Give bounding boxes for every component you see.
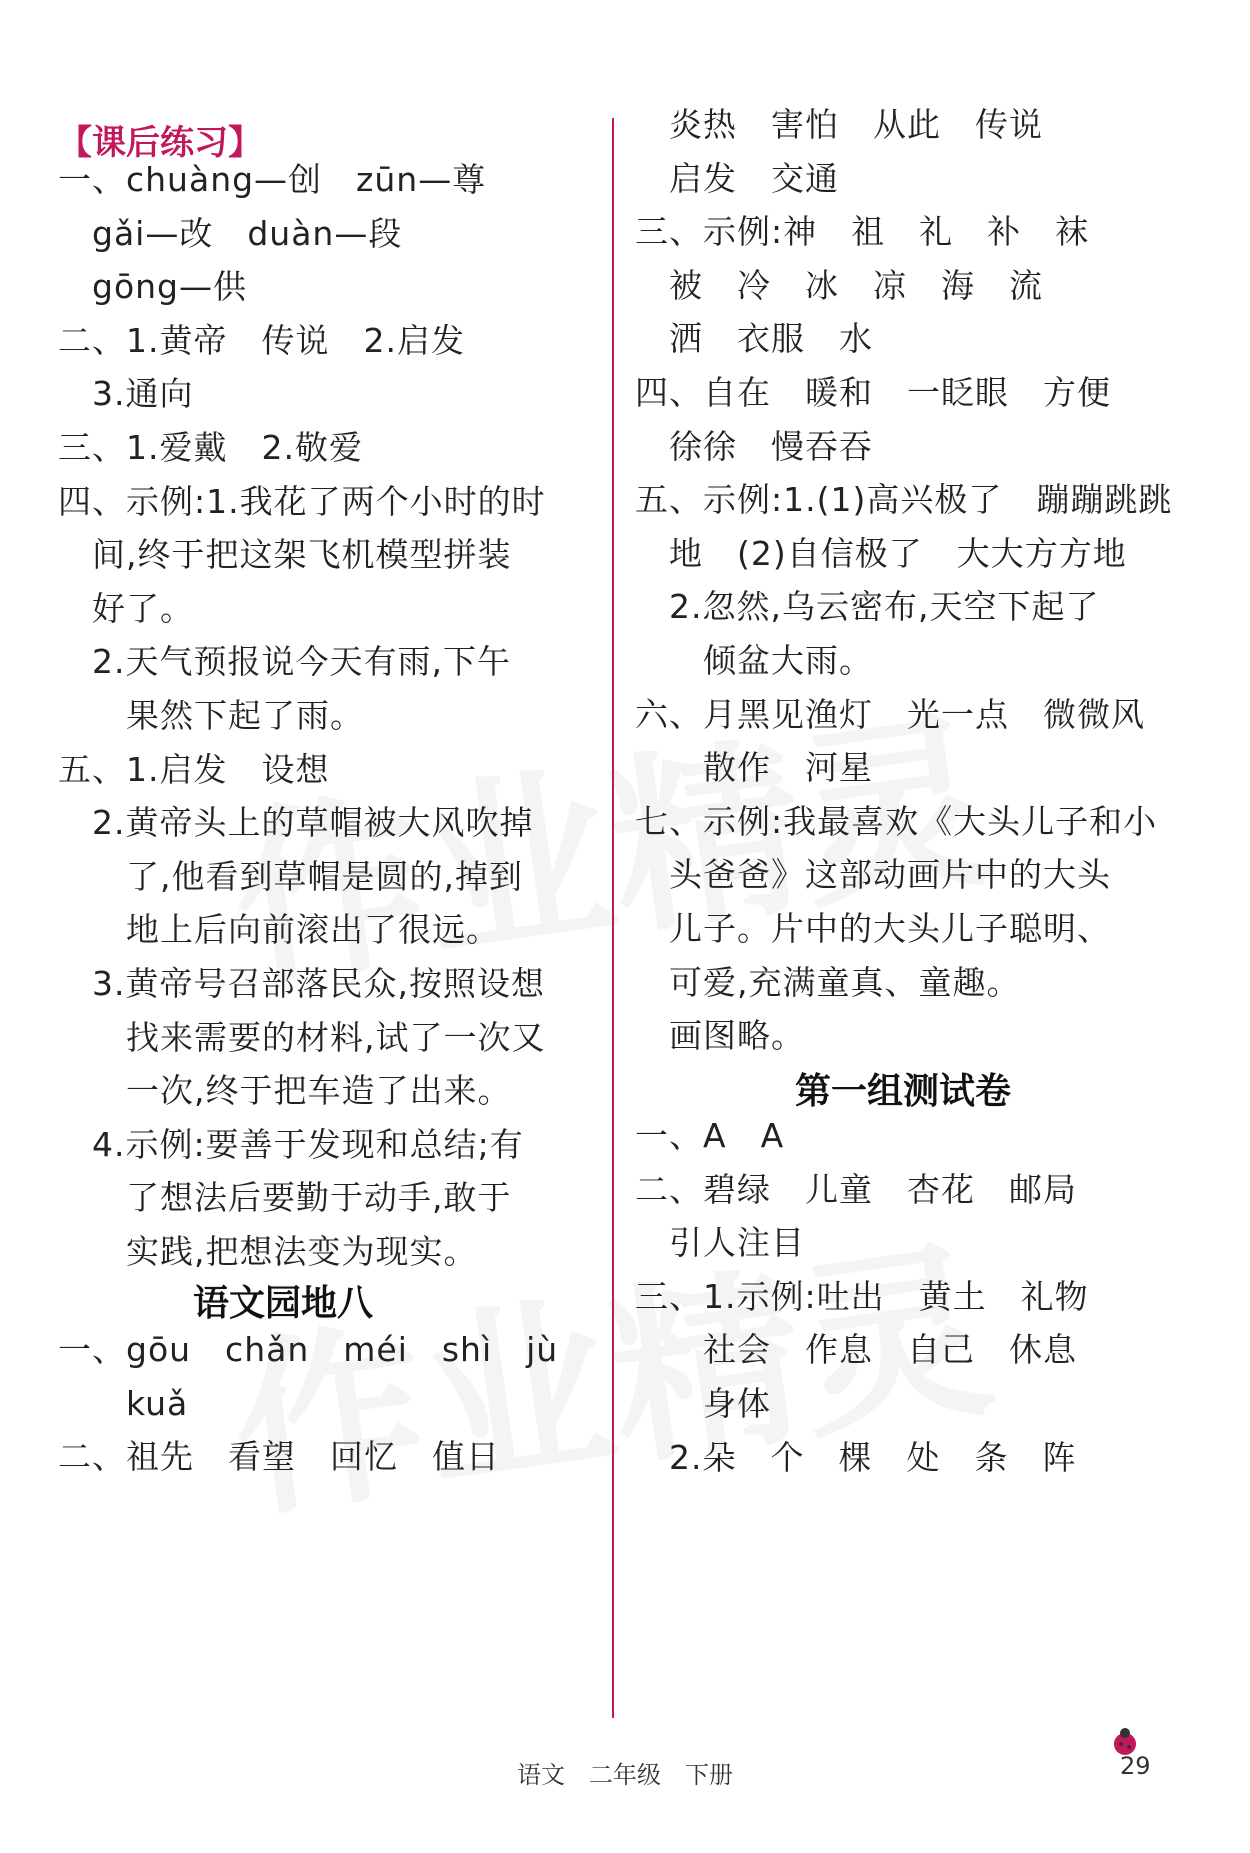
- page-number: 29: [1120, 1752, 1151, 1780]
- text-line: 2.天气预报说今天有雨,下午: [58, 642, 511, 682]
- text-line: 实践,把想法变为现实。: [58, 1232, 478, 1271]
- text-line: 四、自在 暖和 一眨眼 方便: [635, 373, 1111, 412]
- text-line: 二、碧绿 儿童 杏花 邮局: [635, 1169, 1077, 1209]
- text-line: 了想法后要勤于动手,敢于: [58, 1178, 512, 1218]
- column-divider: [612, 118, 614, 1718]
- text-line: 可爱,充满童真、童趣。: [635, 962, 1021, 1002]
- text-line: 3.黄帝号召部落民众,按照设想: [58, 964, 545, 1003]
- text-line: 五、示例:1.(1)高兴极了 蹦蹦跳跳: [635, 480, 1173, 520]
- text-line: 徐徐 慢吞吞: [635, 426, 873, 466]
- text-line: 五、1.启发 设想: [58, 749, 330, 789]
- text-line: 三、1.示例:吐出 黄土 礼物: [635, 1276, 1089, 1316]
- text-line: 三、1.爱戴 2.敬爱: [58, 428, 363, 467]
- text-line: 炎热 害怕 从此 传说: [635, 105, 1043, 144]
- text-line: 一次,终于把车造了出来。: [58, 1071, 512, 1111]
- text-line: 一、chuàng—创 zūn—尊: [58, 160, 487, 199]
- text-line: 引人注目: [635, 1223, 805, 1263]
- text-line: 二、1.黄帝 传说 2.启发: [58, 320, 465, 360]
- footer-text: 语文 二年级 下册: [517, 1761, 733, 1789]
- text-line: 画图略。: [635, 1016, 805, 1056]
- text-line: 2.朵 个 棵 处 条 阵: [635, 1437, 1077, 1477]
- text-line: 了,他看到草帽是圆的,掉到: [58, 856, 523, 896]
- section-heading: 第一组测试卷: [795, 1070, 1012, 1112]
- text-line: 倾盆大雨。: [635, 641, 873, 680]
- text-line: 四、示例:1.我花了两个小时的时: [58, 481, 546, 521]
- text-line: 洒 衣服 水: [635, 319, 873, 359]
- text-line: 身体: [635, 1384, 771, 1423]
- text-line: 找来需要的材料,试了一次又: [58, 1017, 546, 1057]
- text-line: 儿子。片中的大头儿子聪明、: [635, 909, 1111, 948]
- text-line: 间,终于把这架飞机模型拼装: [58, 535, 512, 575]
- text-line: 地 (2)自信极了 大大方方地: [635, 533, 1127, 573]
- text-line: 一、A A: [635, 1116, 785, 1155]
- text-line: 果然下起了雨。: [58, 696, 364, 735]
- text-line: 2.忽然,乌云密布,天空下起了: [635, 587, 1100, 627]
- section-head: 【课后练习】: [58, 123, 262, 163]
- text-line: 七、示例:我最喜欢《大头儿子和小: [635, 801, 1158, 841]
- text-line: 散作 河星: [635, 748, 873, 788]
- text-line: 4.示例:要善于发现和总结;有: [58, 1124, 524, 1164]
- text-line: 社会 作息 自己 休息: [635, 1330, 1077, 1370]
- text-line: gōng—供: [58, 267, 247, 307]
- text-line: 头爸爸》这部动画片中的大头: [635, 855, 1111, 895]
- text-line: 启发 交通: [635, 158, 839, 198]
- text-line: 地上后向前滚出了很远。: [58, 910, 500, 950]
- text-line: 三、示例:神 祖 礼 补 袜: [635, 212, 1090, 252]
- text-line: gǎi—改 duàn—段: [58, 213, 403, 253]
- text-line: 一、gōu chǎn méi shì jù: [58, 1330, 559, 1369]
- text-line: 3.通向: [58, 374, 194, 414]
- section-heading: 语文园地八: [193, 1282, 374, 1324]
- text-line: 二、祖先 看望 回忆 值日: [58, 1437, 500, 1477]
- text-line: 被 冷 冰 凉 海 流: [635, 265, 1043, 305]
- text-line: kuǎ: [58, 1383, 189, 1423]
- text-line: 六、月黑见渔灯 光一点 微微风: [635, 694, 1145, 734]
- text-line: 2.黄帝头上的草帽被大风吹掉: [58, 803, 534, 843]
- text-line: 好了。: [58, 588, 194, 628]
